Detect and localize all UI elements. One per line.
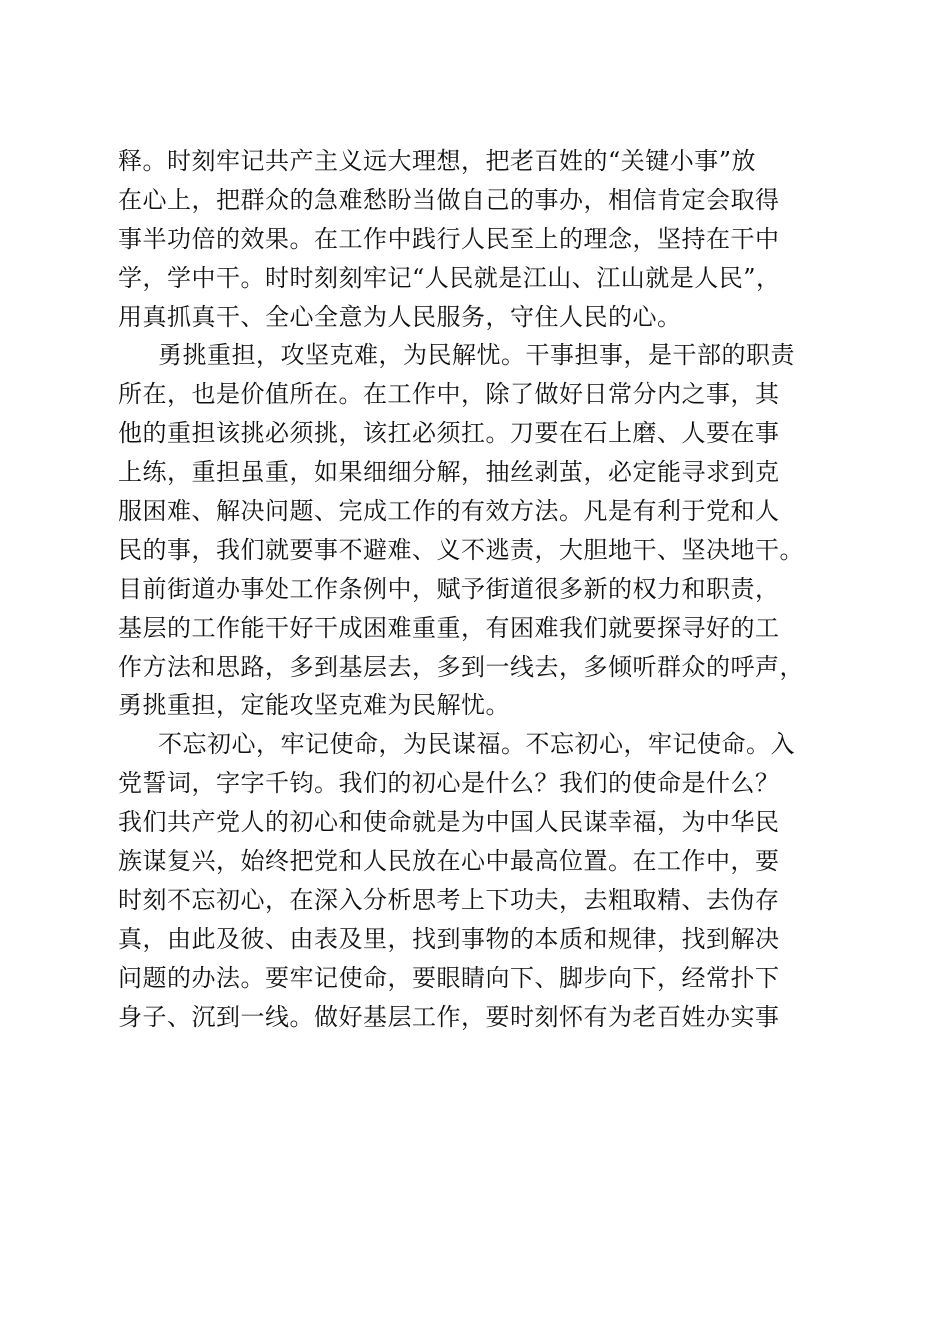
text-line: 用真抓真干、全心全意为人民服务，守住人民的心。: [118, 302, 682, 331]
text-line: 民的事，我们就要事不避难、义不逃责，大胆地干、坚决地干。: [118, 535, 804, 564]
text-line: 释。时刻牢记共产主义远大理想，把老百姓的“关键小事”放: [118, 147, 757, 175]
text-line: 基层的工作能干好干成困难重重，有困难我们就要探寻好的工: [118, 613, 780, 642]
text-line: 目前街道办事处工作条例中，赋予街道很多新的权力和职责，: [118, 574, 780, 603]
text-line: 身子、沉到一线。做好基层工作，要时刻怀有为老百姓办实事: [118, 1002, 780, 1031]
text-line: 上练，重担虽重，如果细细分解，抽丝剥茧，必定能寻求到克: [118, 458, 780, 487]
text-line: 学，学中干。时时刻刻牢记“人民就是江山、江山就是人民”，: [118, 263, 781, 292]
text-line: 族谋复兴，始终把党和人民放在心中最高位置。在工作中，要: [118, 847, 780, 876]
text-line: 勇挑重担，定能攻坚克难为民解忧。: [118, 691, 510, 720]
text-line: 我们共产党人的初心和使命就是为中国人民谋幸福，为中华民: [118, 808, 780, 837]
text-line: 真，由此及彼、由表及里，找到事物的本质和规律，找到解决: [118, 924, 780, 953]
text-line: 时刻不忘初心，在深入分析思考上下功夫，去粗取精、去伪存: [118, 885, 780, 914]
paragraph-1: [118, 142, 848, 336]
paragraph-2: [118, 336, 848, 725]
text-line: 勇挑重担，攻坚克难，为民解忧。干事担事，是干部的职责: [158, 341, 795, 370]
text-line: 问题的办法。要牢记使命，要眼睛向下、脚步向下，经常扑下: [118, 963, 780, 992]
text-line: 服困难、解决问题、完成工作的有效方法。凡是有利于党和人: [118, 497, 780, 526]
text-line: 不忘初心，牢记使命，为民谋福。不忘初心，牢记使命。入: [158, 730, 795, 759]
text-line: 事半功倍的效果。在工作中践行人民至上的理念，坚持在干中: [118, 224, 780, 253]
paragraph-3: [118, 725, 848, 1036]
text-line: 所在，也是价值所在。在工作中，除了做好日常分内之事，其: [118, 380, 780, 409]
document-body: [118, 142, 848, 1036]
text-line: 他的重担该挑必须挑，该扛必须扛。刀要在石上磨、人要在事: [118, 419, 780, 448]
text-line: 在心上，把群众的急难愁盼当做自己的事办，相信肯定会取得: [118, 185, 780, 214]
text-line: 作方法和思路，多到基层去，多到一线去，多倾听群众的呼声，: [118, 652, 804, 681]
text-line: 党誓词，字字千钧。我们的初心是什么？我们的使命是什么？: [118, 769, 780, 798]
